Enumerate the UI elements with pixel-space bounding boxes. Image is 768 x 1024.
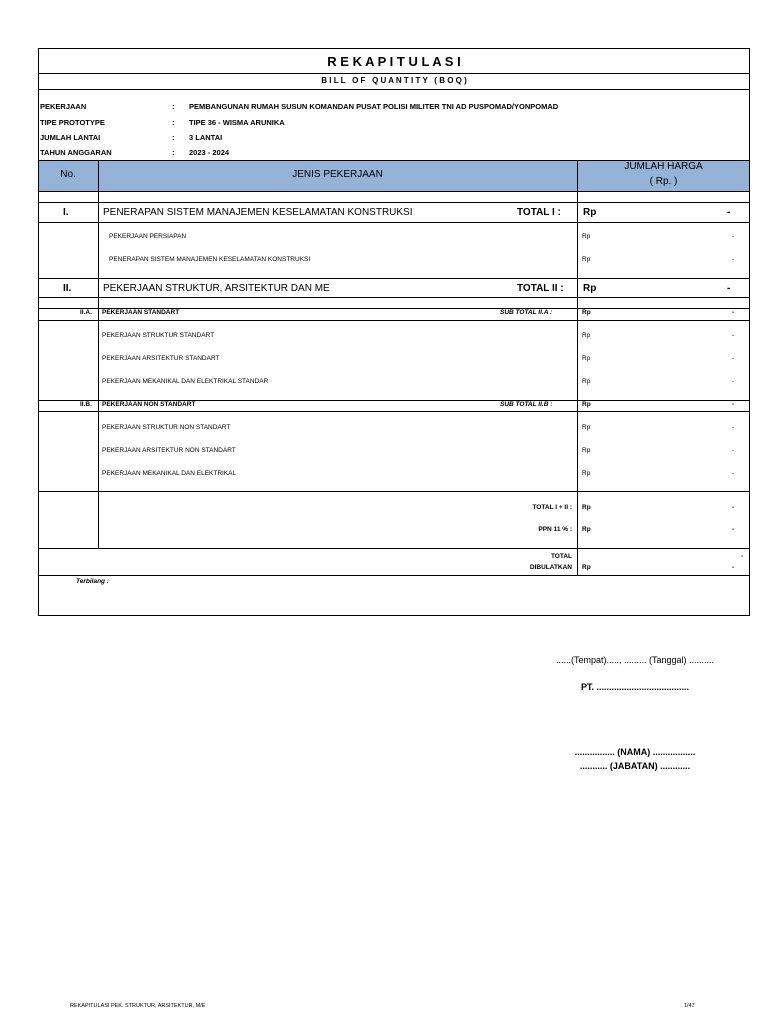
info-value: PEMBANGUNAN RUMAH SUSUN KOMANDAN PUSAT POLISI MILITER TNI AD PUSPOMAD/YONPOMAD [189,102,559,111]
row-divider [38,411,750,412]
info-label: PEKERJAAN [40,102,87,111]
section-1-title: PENERAPAN SISTEM MANAJEMEN KESELAMATAN KONSTRUKSI [103,207,413,218]
amount-value: - [732,564,735,571]
info-value: 3 LANTAI [189,133,223,142]
column-divider-amount [577,160,578,575]
item-label: PEKERJAAN ARSITEKTUR STANDART [102,355,220,362]
amount-value: - [732,233,735,240]
row-divider [38,202,750,203]
currency-label: Rp [582,424,591,431]
title-divider [38,73,750,74]
page-subtitle: B I L L O F Q U A N T I T Y ( B O Q ) [321,76,467,85]
amount-value: - [732,378,735,385]
currency-label: Rp [582,233,591,240]
signatory-name: ................ (NAMA) ................. [574,747,696,757]
row-divider [38,222,750,223]
amount-value: - [732,355,735,362]
section-1-no: I. [63,207,69,218]
currency-label: Rp [582,470,591,477]
item-label: PEKERJAAN ARSITEKTUR NON STANDART [102,447,236,454]
amount-value: - [732,309,735,316]
currency-label: Rp [582,256,591,263]
footer-page-number: 1/47 [684,1003,695,1009]
amount-value: - [732,401,735,408]
item-label: PEKERJAAN STRUKTUR STANDART [102,332,215,339]
rounded-total-label: DIBULATKAN [529,564,572,571]
currency-label: Rp [582,355,591,362]
currency-label: Rp [582,504,591,511]
currency-label: Rp [583,207,597,218]
amount-value: - [732,504,735,511]
subtitle-divider [38,89,750,90]
header-jenis-pekerjaan: JENIS PEKERJAAN [292,169,383,180]
amount-value: - [727,207,731,218]
amount-value: - [727,283,731,294]
currency-label: Rp [582,447,591,454]
sub-a-total-label: SUB TOTAL II.A : [500,309,553,316]
page-title: R E K A P I T U L A S I [327,54,461,69]
place-date-line: ......(Tempat)....., ......... (Tanggal) .......... [555,655,715,665]
sub-a-no: II.A. [80,309,92,316]
info-sep: : [172,118,175,127]
item-label: PEKERJAAN PERSIAPAN [109,233,187,240]
section-2-no: II. [63,283,72,294]
section-2-title: PEKERJAAN STRUKTUR, ARSITEKTUR DAN ME [103,283,330,294]
amount-value: - [732,470,735,477]
info-sep: : [172,102,175,111]
row-divider [38,297,750,298]
header-jumlah-unit: ( Rp. ) [649,176,678,187]
company-line: PT. ..................................... [580,682,690,692]
info-label: TAHUN ANGGARAN [40,148,112,157]
ppn-label: PPN 11 % : [538,526,572,533]
footer-doc-title: REKAPITULASI PEK. STRUKTUR, ARSITEKTUR, M/E [70,1003,206,1009]
row-divider [38,575,750,576]
grand-total-label: TOTAL [550,553,572,560]
item-label: PEKERJAAN MEKANIKAL DAN ELEKTRIKAL STANDAR [102,378,269,385]
sub-b-no: II.B. [80,401,92,408]
section-2-total-label: TOTAL II : [517,283,564,294]
row-divider [38,548,750,549]
column-divider-no [98,160,99,548]
currency-label: Rp [582,526,591,533]
amount-value: - [732,332,735,339]
row-divider [38,278,750,279]
info-sep: : [172,133,175,142]
header-divider [38,191,750,192]
info-value: 2023 - 2024 [189,148,230,157]
row-divider [38,491,750,492]
amount-value: - [732,447,735,454]
currency-label: Rp [582,378,591,385]
currency-label: Rp [582,564,591,571]
amount-value: - [732,424,735,431]
section-1-total-label: TOTAL I : [517,207,561,218]
sub-b-total-label: SUB TOTAL II.B : [500,401,553,408]
amount-value: - [741,553,744,560]
terbilang-label: Terbilang : [76,578,109,585]
signatory-position: ........... (JABATAN) ............ [579,761,691,771]
header-no: No. [60,169,76,180]
sub-a-title: PEKERJAAN STANDART [102,309,180,316]
currency-label: Rp [582,309,591,316]
info-value: TIPE 36 - WISMA ARUNIKA [189,118,285,127]
currency-label: Rp [582,332,591,339]
currency-label: Rp [582,401,591,408]
row-divider [38,320,750,321]
info-label: TIPE PROTOTYPE [40,118,105,127]
item-label: PENERAPAN SISTEM MANAJEMEN KESELAMATAN KONSTRUKSI [109,256,311,263]
info-sep: : [172,148,175,157]
info-label: JUMLAH LANTAI [40,133,101,142]
item-label: PEKERJAAN MEKANIKAL DAN ELEKTRIKAL [102,470,237,477]
header-jumlah-harga: JUMLAH HARGA [624,161,703,172]
total-i-ii-label: TOTAL I + II : [532,504,572,511]
item-label: PEKERJAAN STRUKTUR NON STANDART [102,424,231,431]
currency-label: Rp [583,283,597,294]
sub-b-title: PEKERJAAN NON STANDART [102,401,196,408]
amount-value: - [732,256,735,263]
amount-value: - [732,526,735,533]
